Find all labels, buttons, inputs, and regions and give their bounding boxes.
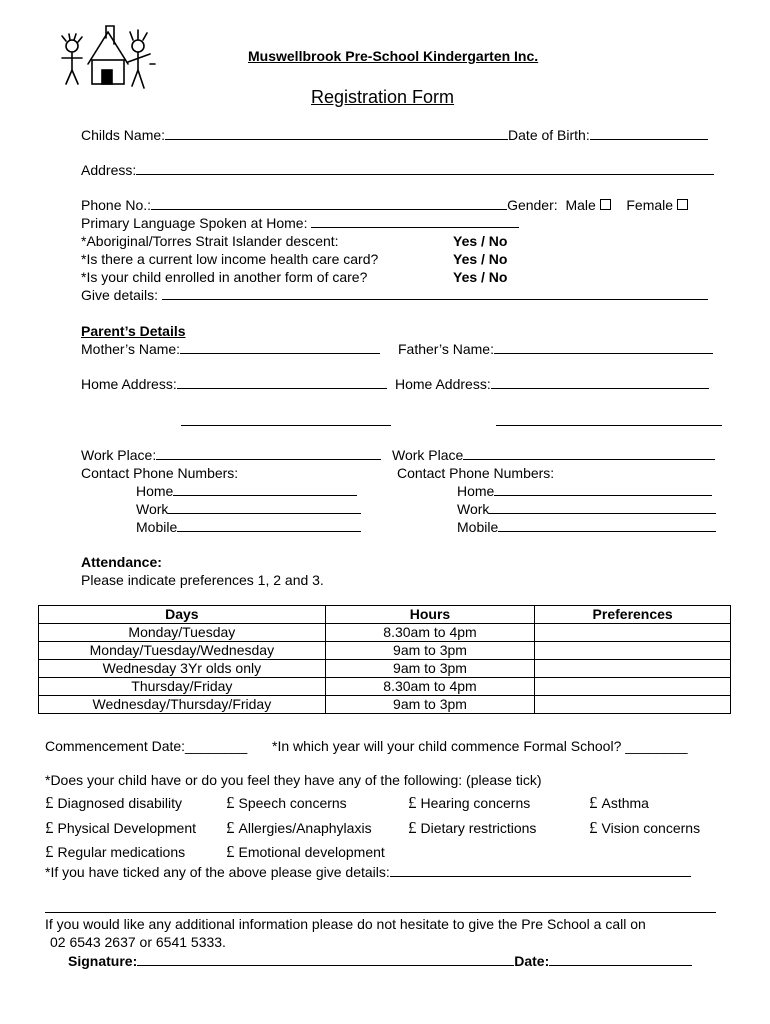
days-cell: Wednesday/Thursday/Friday (39, 696, 326, 714)
preference-cell[interactable] (535, 624, 731, 642)
other-care-question: *Is your child enrolled in another form of care? (81, 269, 368, 285)
mother-address-row (81, 375, 387, 393)
aboriginal-question: *Aboriginal/Torres Strait Islander descent: (81, 233, 339, 249)
father-home-field[interactable] (494, 482, 712, 496)
concern-item-hearing[interactable] (408, 794, 530, 812)
father-address-label: Home Address: (395, 376, 491, 392)
tick-box-icon[interactable]: £ (408, 793, 417, 812)
dob-field[interactable] (590, 126, 708, 140)
father-home-row (457, 482, 712, 500)
mother-work-phone-label: Work (136, 501, 169, 517)
table-row (39, 642, 731, 660)
phone-row (81, 196, 688, 214)
father-name-row (398, 340, 713, 358)
days-cell: Monday/Tuesday/Wednesday (39, 642, 326, 660)
hours-cell: 9am to 3pm (325, 696, 535, 714)
language-label: Primary Language Spoken at Home: (81, 215, 308, 231)
tick-box-icon[interactable]: £ (589, 793, 598, 812)
concern-item-allergies[interactable] (226, 819, 372, 837)
tick-box-icon[interactable]: £ (408, 818, 417, 837)
concerns-question: *Does your child have or do you feel they have any of the following: (please tick) (45, 772, 542, 788)
concern-item-diagnosed-disability[interactable] (45, 794, 182, 812)
father-name-label: Father’s Name: (398, 341, 494, 357)
attendance-header-row (39, 606, 731, 624)
father-work-phone-field[interactable] (489, 500, 716, 514)
hours-cell: 8.30am to 4pm (325, 624, 535, 642)
tick-box-icon[interactable]: £ (226, 842, 235, 861)
attendance-table (38, 605, 731, 714)
language-row (81, 214, 519, 232)
hours-cell: 9am to 3pm (325, 642, 535, 660)
signature-field[interactable] (137, 952, 514, 966)
mother-work-field[interactable] (156, 446, 381, 460)
days-column-header: Days (39, 606, 326, 624)
health-card-yes-no[interactable]: Yes / No (453, 251, 508, 267)
concern-label: Dietary restrictions (420, 820, 537, 836)
concern-label: Emotional development (238, 844, 385, 860)
mother-work-row (81, 446, 381, 464)
table-row (39, 660, 731, 678)
father-home-label: Home (457, 483, 495, 499)
female-checkbox[interactable] (677, 199, 688, 210)
preference-cell[interactable] (535, 660, 731, 678)
father-address-line-2[interactable] (496, 425, 722, 426)
hours-cell: 9am to 3pm (325, 660, 535, 678)
preference-cell[interactable] (535, 696, 731, 714)
health-card-question: *Is there a current low income health care card? (81, 251, 379, 267)
father-mobile-row (457, 518, 716, 536)
child-name-label: Childs Name: (81, 127, 166, 143)
table-row (39, 678, 731, 696)
dob-label: Date of Birth: (508, 127, 590, 143)
concern-item-dietary[interactable] (408, 819, 536, 837)
mother-address-line-2[interactable] (181, 425, 391, 426)
child-name-field[interactable] (165, 126, 508, 140)
mother-name-label: Mother’s Name: (81, 341, 181, 357)
male-label: Male (565, 197, 596, 213)
mother-mobile-label: Mobile (136, 519, 178, 535)
attendance-instruction: Please indicate preferences 1, 2 and 3. (81, 572, 324, 588)
signature-date-label: Date: (514, 953, 550, 969)
concern-item-physical-development[interactable] (45, 819, 196, 837)
mother-name-field[interactable] (180, 340, 380, 354)
tick-box-icon[interactable]: £ (45, 818, 54, 837)
details-label: Give details: (81, 287, 159, 303)
concern-item-regular-medications[interactable] (45, 843, 185, 861)
father-address-field[interactable] (491, 375, 709, 389)
days-cell: Wednesday 3Yr olds only (39, 660, 326, 678)
mother-work-phone-row (136, 500, 361, 518)
father-work-phone-label: Work (457, 501, 490, 517)
form-title: Registration Form (311, 87, 455, 107)
concern-item-emotional-development[interactable] (226, 843, 385, 861)
concern-label: Hearing concerns (420, 795, 531, 811)
concern-label: Diagnosed disability (57, 795, 183, 811)
address-field[interactable] (136, 161, 714, 175)
concerns-details-row (45, 863, 691, 881)
mother-home-label: Home (136, 483, 174, 499)
child-name-row (81, 126, 708, 144)
tick-box-icon[interactable]: £ (226, 818, 235, 837)
commencement-date[interactable]: Commencement Date:________ (45, 738, 248, 754)
mother-work-label: Work Place: (81, 447, 157, 463)
address-label: Address: (81, 162, 137, 178)
mother-name-row (81, 340, 380, 358)
info-line-2: 02 6543 2637 or 6541 5333. (50, 934, 226, 950)
concern-item-asthma[interactable] (589, 794, 649, 812)
details-field[interactable] (162, 286, 708, 300)
concern-label: Physical Development (57, 820, 197, 836)
male-checkbox[interactable] (600, 199, 611, 210)
father-work-label: Work Place (392, 447, 464, 463)
concerns-details-label: *If you have ticked any of the above please give details: (45, 864, 390, 880)
preference-cell[interactable] (535, 678, 731, 696)
concerns-details-field[interactable] (390, 863, 691, 877)
tick-box-icon[interactable]: £ (226, 793, 235, 812)
preference-cell[interactable] (535, 642, 731, 660)
father-work-row (392, 446, 715, 464)
mother-address-field[interactable] (177, 375, 387, 389)
signature-row (68, 952, 692, 970)
father-mobile-label: Mobile (457, 519, 499, 535)
parents-heading: Parent’s Details (81, 323, 186, 339)
gender-label: Gender: (507, 197, 558, 213)
father-mobile-field[interactable] (498, 518, 716, 532)
formal-school-question[interactable]: *In which year will your child commence Formal School? ________ (272, 738, 688, 754)
concern-item-speech[interactable] (226, 794, 347, 812)
table-row (39, 624, 731, 642)
days-cell: Monday/Tuesday (39, 624, 326, 642)
preferences-column-header: Preferences (535, 606, 731, 624)
info-line-1: If you would like any additional information please do not hesitate to give the Pre School a call on (45, 916, 646, 932)
father-work-phone-row (457, 500, 716, 518)
female-label: Female (626, 197, 674, 213)
mother-mobile-row (136, 518, 361, 536)
mother-home-row (136, 482, 357, 500)
days-cell: Thursday/Friday (39, 678, 326, 696)
hours-cell: 8.30am to 4pm (325, 678, 535, 696)
tick-box-icon[interactable]: £ (45, 793, 54, 812)
mother-address-label: Home Address: (81, 376, 177, 392)
mother-work-phone-field[interactable] (168, 500, 361, 514)
father-name-field[interactable] (494, 340, 713, 354)
mother-contact-label: Contact Phone Numbers: (81, 465, 239, 481)
concern-label: Regular medications (57, 844, 186, 860)
father-address-row (395, 375, 709, 393)
signature-date-field[interactable] (549, 952, 692, 966)
address-row (81, 161, 714, 179)
mother-home-field[interactable] (173, 482, 357, 496)
phone-field[interactable] (151, 196, 507, 210)
preschool-logo (58, 24, 158, 96)
concern-label: Speech concerns (238, 795, 347, 811)
tick-box-icon[interactable]: £ (589, 818, 598, 837)
language-field[interactable] (311, 214, 519, 228)
concern-label: Asthma (601, 795, 649, 811)
hours-column-header: Hours (325, 606, 535, 624)
aboriginal-yes-no[interactable]: Yes / No (453, 233, 508, 249)
table-row (39, 696, 731, 714)
concern-label: Vision concerns (601, 820, 701, 836)
phone-label: Phone No.: (81, 197, 152, 213)
father-work-field[interactable] (463, 446, 715, 460)
attendance-heading: Attendance: (81, 554, 162, 570)
concern-item-vision[interactable] (589, 819, 700, 837)
other-care-yes-no[interactable]: Yes / No (453, 269, 508, 285)
mother-mobile-field[interactable] (177, 518, 361, 532)
details-row (81, 286, 708, 304)
signature-label: Signature: (68, 953, 138, 969)
father-contact-label: Contact Phone Numbers: (397, 465, 555, 481)
concern-label: Allergies/Anaphylaxis (238, 820, 372, 836)
organization-name: Muswellbrook Pre-School Kindergarten Inc. (248, 48, 539, 64)
concerns-details-line-2[interactable] (45, 912, 716, 913)
tick-box-icon[interactable]: £ (45, 842, 54, 861)
